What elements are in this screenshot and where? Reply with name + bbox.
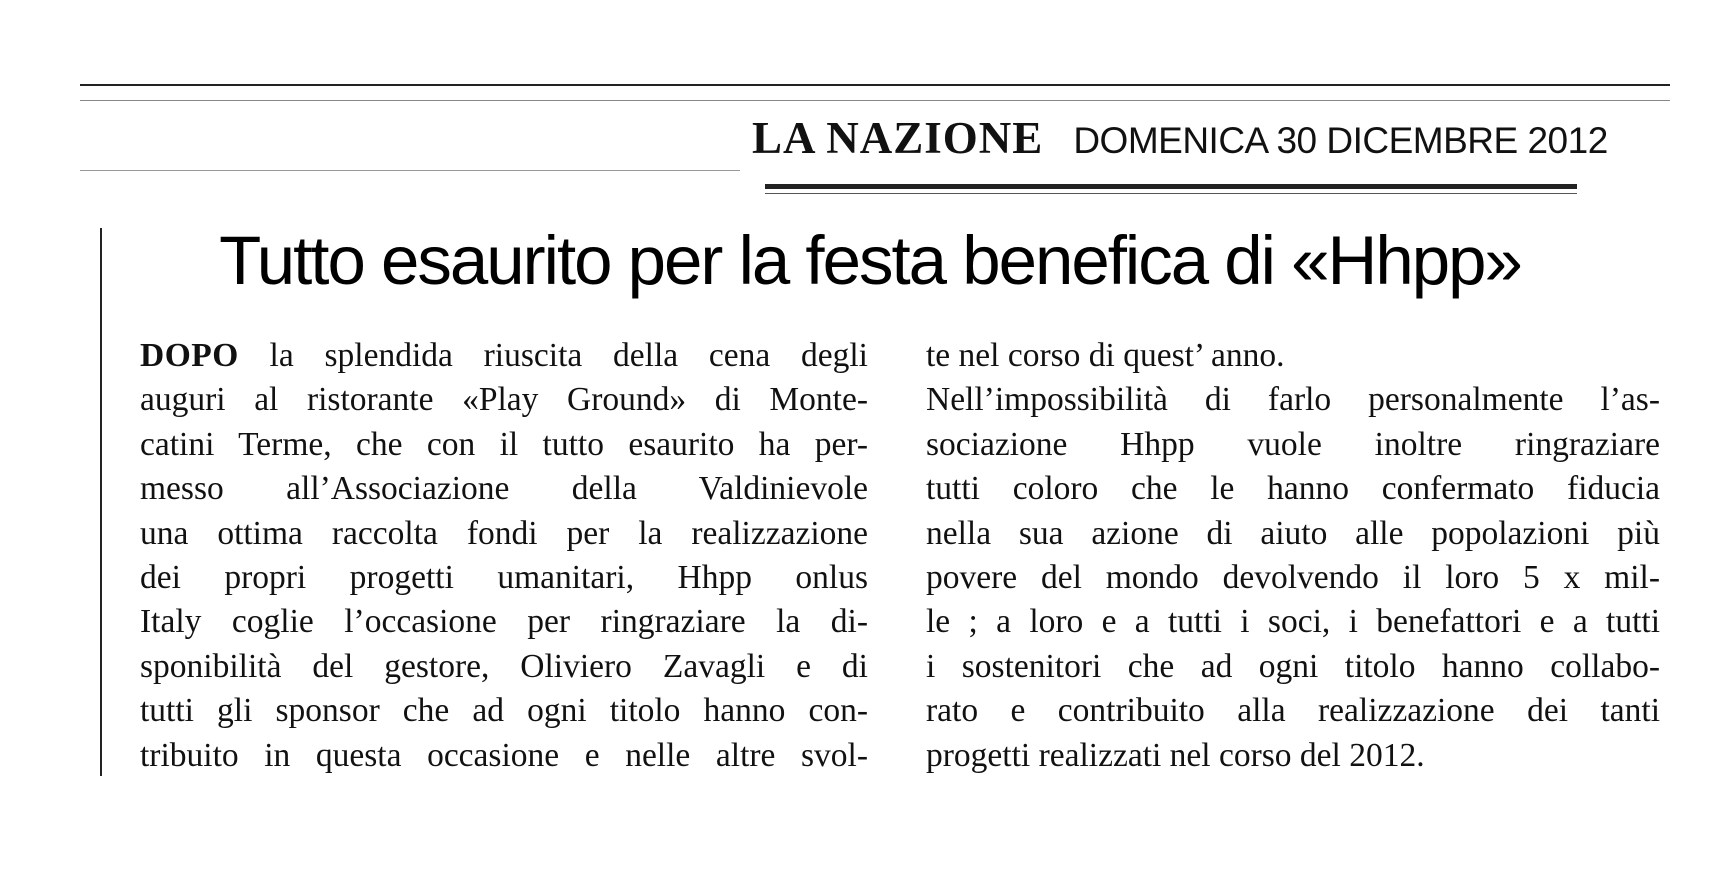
text-line: rato e contribuito alla realizzazione dei tanti — [926, 692, 1660, 730]
text-line: Nell’impossibilità di farlo personalmente l’as- — [926, 381, 1660, 419]
text-line: le ; a loro e a tutti i soci, i benefattori e a tutti — [926, 603, 1660, 641]
text-line: messo all’Associazione della Valdinievole — [140, 470, 868, 508]
text-line: Italy coglie l’occasione per ringraziare la di- — [140, 603, 868, 641]
text-line: tutti gli sponsor che ad ogni titolo hanno con- — [140, 692, 868, 730]
article-column-right — [926, 334, 1660, 778]
text-line: tribuito in questa occasione e nelle altre svol- — [140, 736, 868, 774]
article-side-rule — [100, 228, 102, 776]
text-line: una ottima raccolta fondi per la realizzazione — [140, 514, 868, 552]
text-line: povere del mondo devolvendo il loro 5 x mil- — [926, 558, 1660, 596]
text-line: nella sua azione di aiuto alle popolazioni più — [926, 514, 1660, 552]
top-rule-thin — [80, 100, 1670, 101]
text-line: sociazione Hhpp vuole inoltre ringraziare — [926, 425, 1660, 463]
header-divider — [80, 170, 740, 171]
masthead-underline — [765, 184, 1577, 189]
text-line: catini Terme, che con il tutto esaurito ha per- — [140, 425, 868, 463]
newspaper-name: LA NAZIONE — [752, 113, 1044, 163]
text-line: tutti coloro che le hanno confermato fiducia — [926, 470, 1660, 508]
issue-date: DOMENICA 30 DICEMBRE 2012 — [1073, 120, 1608, 161]
text-line: i sostenitori che ad ogni titolo hanno collabo- — [926, 647, 1660, 685]
article-headline: Tutto esaurito per la festa benefica di «Hhpp» — [219, 222, 1521, 299]
masthead — [752, 112, 1608, 172]
text-line: DOPO la splendida riuscita della cena degli — [140, 337, 868, 374]
text-line: auguri al ristorante «Play Ground» di Monte- — [140, 381, 868, 419]
text-line: sponibilità del gestore, Oliviero Zavagli e di — [140, 647, 868, 685]
top-rule — [80, 84, 1670, 86]
masthead-underline-thin — [765, 193, 1577, 194]
text-line: te nel corso di quest’ anno. — [926, 337, 1285, 374]
text-line: dei propri progetti umanitari, Hhpp onlus — [140, 558, 868, 596]
lead-word: DOPO — [140, 337, 239, 374]
article-column-left — [140, 334, 868, 778]
text-line: progetti realizzati nel corso del 2012. — [926, 736, 1425, 774]
